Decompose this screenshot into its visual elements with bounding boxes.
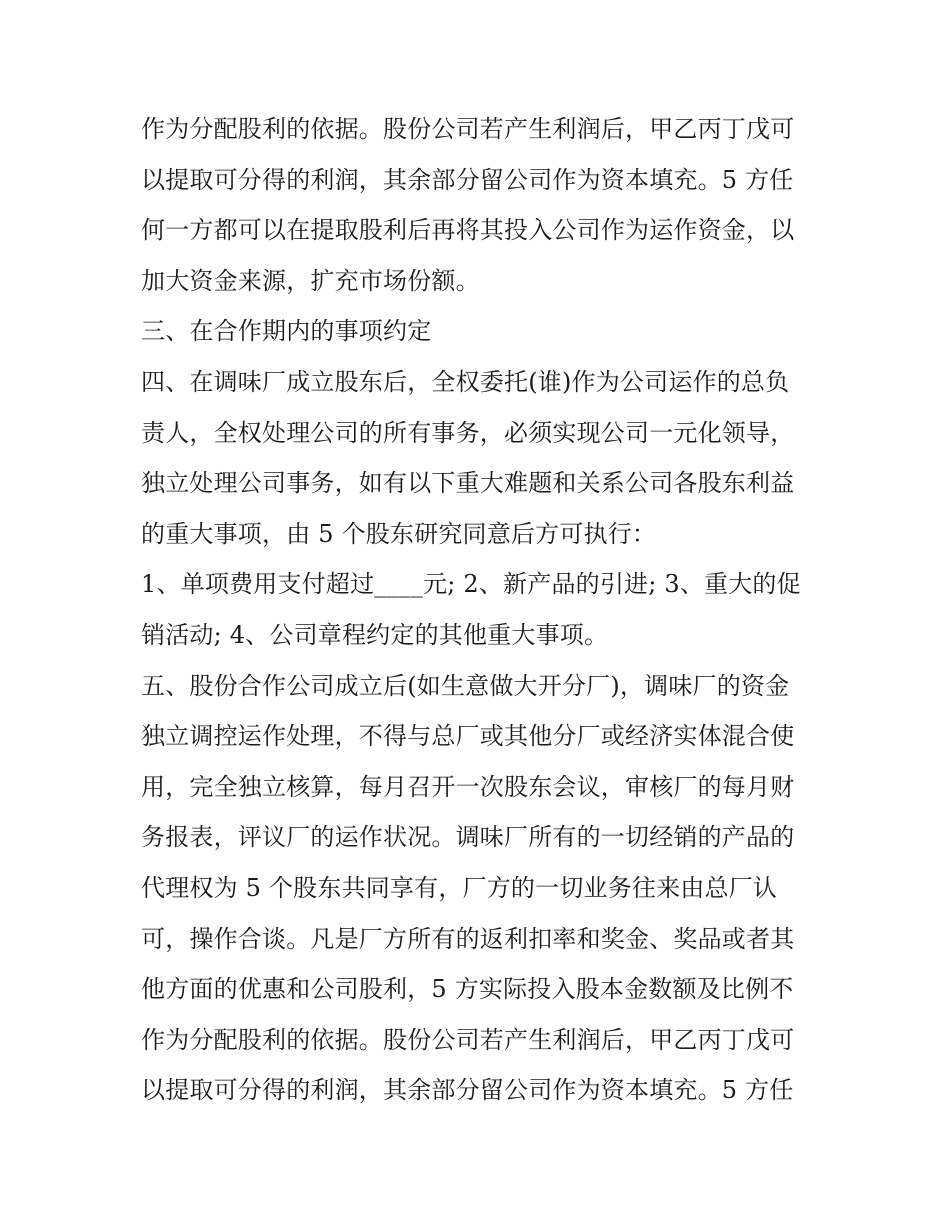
text-line: 独立调控运作处理，不得与总厂或其他分厂或经济实体混合使 (141, 722, 795, 751)
text-line: 用，完全独立核算，每月召开一次股东会议，审核厂的每月财 (141, 772, 795, 801)
section-heading: 三、在合作期内的事项约定 (141, 317, 432, 346)
text-line: 1、单项费用支付超过____元; 2、新产品的引进; 3、重大的促 (141, 570, 801, 599)
text-line: 作为分配股利的依据。股份公司若产生利润后，甲乙丙丁戊可 (141, 1025, 795, 1054)
text-line: 以提取可分得的利润，其余部分留公司作为资本填充。5 方任 (141, 165, 794, 194)
text-line: 代理权为 5 个股东共同享有，厂方的一切业务往来由总厂认 (141, 873, 778, 902)
text-line: 可，操作合谈。凡是厂方所有的返利扣率和奖金、奖品或者其 (141, 924, 795, 953)
document-body (141, 104, 821, 1116)
text-line: 独立处理公司事务，如有以下重大难题和关系公司各股东利益 (141, 469, 795, 498)
text-line: 他方面的优惠和公司股利，5 方实际投入股本金数额及比例不 (141, 975, 794, 1004)
text-line: 务报表，评议厂的运作状况。调味厂所有的一切经销的产品的 (141, 823, 795, 852)
text-line: 责人，全权处理公司的所有事务，必须实现公司一元化领导， (141, 418, 795, 447)
text-line: 五、股份合作公司成立后(如生意做大开分厂)，调味厂的资金 (141, 671, 790, 700)
text-line: 加大资金来源，扩充市场份额。 (141, 266, 480, 295)
text-line: 的重大事项，由 5 个股东研究同意后方可执行： (141, 519, 657, 548)
text-line: 何一方都可以在提取股利后再将其投入公司作为运作资金，以 (141, 216, 795, 245)
text-line: 销活动; 4、公司章程约定的其他重大事项。 (141, 620, 609, 649)
text-line: 作为分配股利的依据。股份公司若产生利润后，甲乙丙丁戊可 (141, 115, 795, 143)
text-line: 四、在调味厂成立股东后，全权委托(谁)作为公司运作的总负 (141, 367, 790, 396)
text-line: 以提取可分得的利润，其余部分留公司作为资本填充。5 方任 (141, 1076, 794, 1105)
